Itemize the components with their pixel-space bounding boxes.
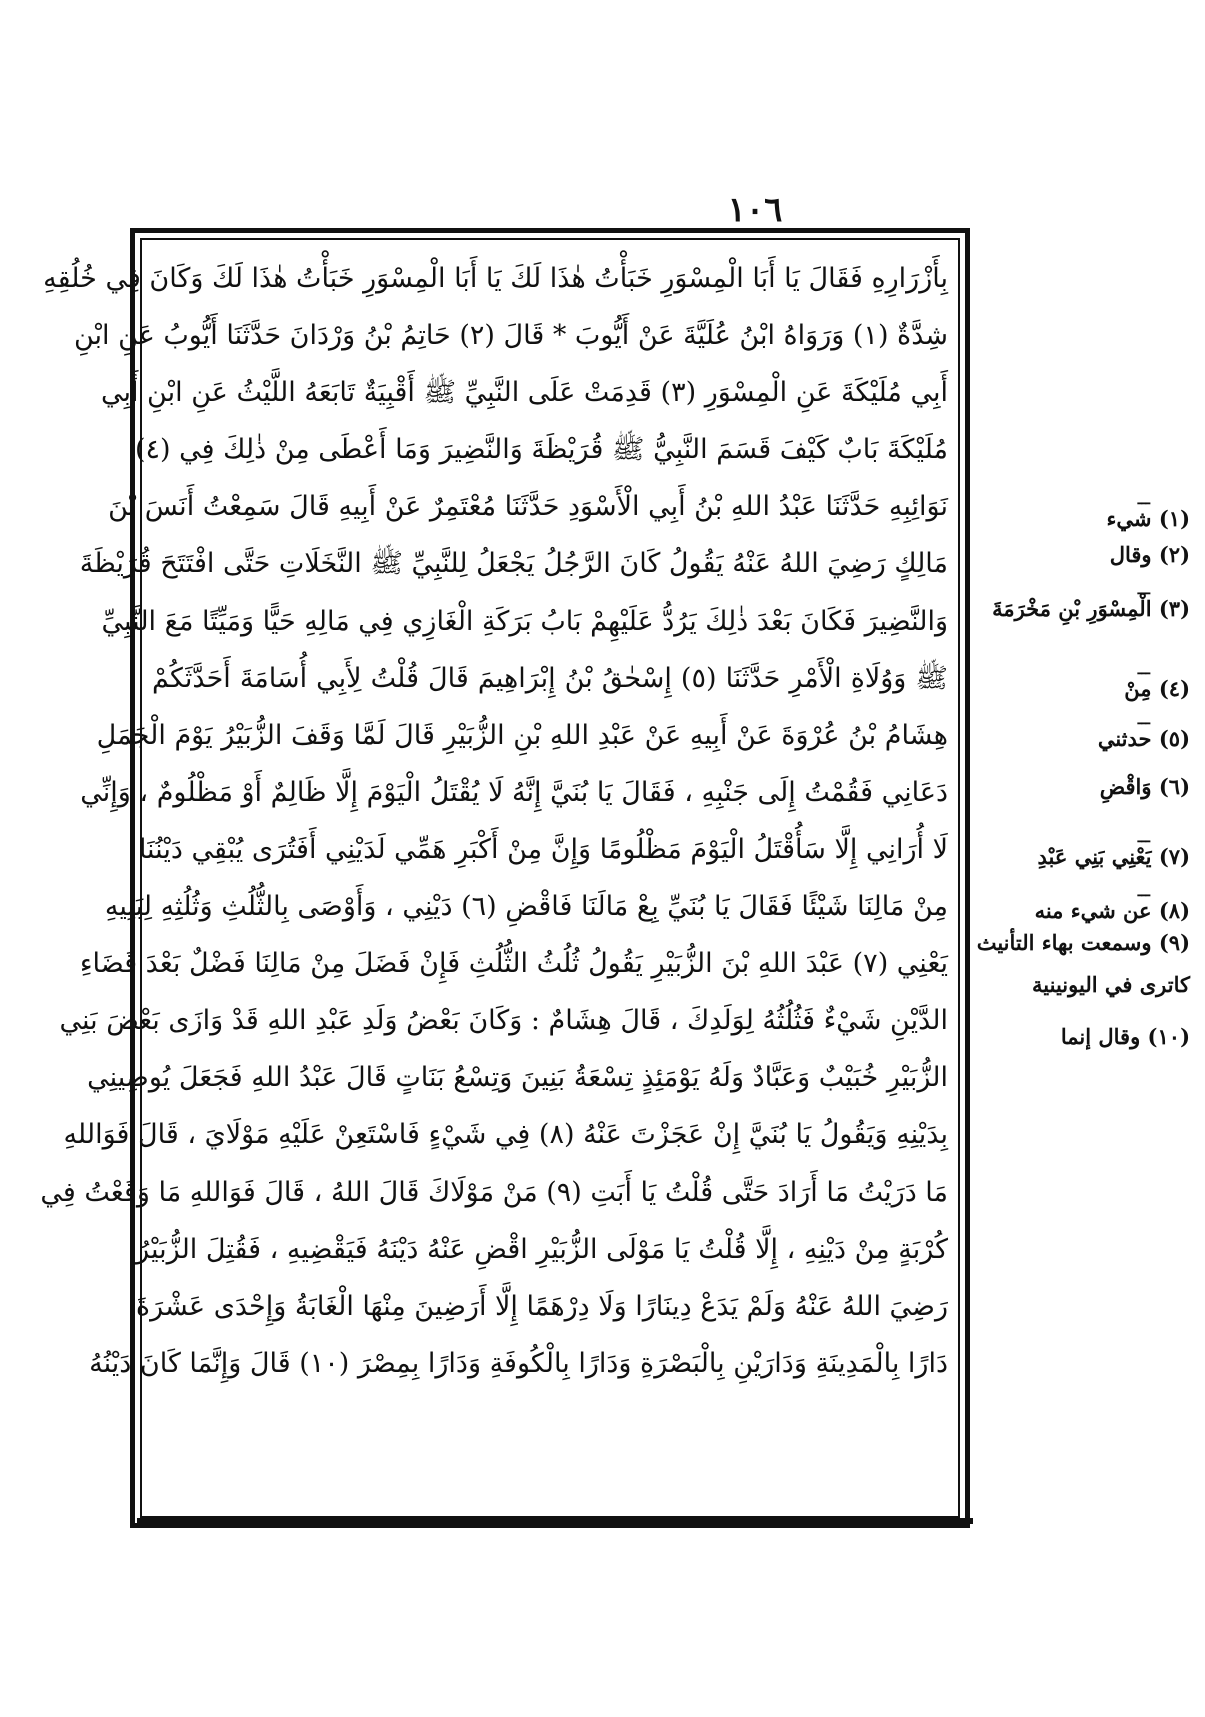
margin-note-text: (١٠) وقال إنما (1060, 1024, 1190, 1049)
note-reference-mark: ـــ (1137, 712, 1150, 728)
margin-note-text: (٦) وَاقْضِ (1099, 774, 1190, 799)
note-reference-mark: ـــ (1137, 830, 1150, 846)
margin-note-text: (١) شيء (1106, 506, 1190, 531)
text-line: وَالنَّضِيرَ فَكَانَ بَعْدَ ذٰلِكَ يَرُدُّ عَلَيْهِمْ بَابُ بَرَكَةِ الْغَازِي فِي مَالِهِ حَيًّا وَمَيِّتًا مَعَ النَّبِيِّ (101, 605, 948, 637)
note-reference-mark: ـــ (1137, 492, 1150, 508)
text-line: شِدَّةٌ (١) وَرَوَاهُ ابْنُ عُلَيَّةَ عَنْ أَيُّوبَ * قَالَ (٢) حَاتِمُ بْنُ وَرْدَانَ حَدَّثَنَا أَيُّوبُ عَنِ ابْنِ (73, 320, 948, 352)
margin-note (1037, 830, 1190, 869)
note-reference-mark: ـــ (1137, 582, 1150, 598)
margin-note (1097, 712, 1190, 751)
note-reference-mark: ـــ (1137, 884, 1150, 900)
text-line: مَالِكٍ رَضِيَ اللهُ عَنْهُ يَقُولُ كَانَ الرَّجُلُ يَجْعَلُ لِلنَّبِيِّ ﷺ النَّخَلَاتِ حَتَّى افْتَتَحَ قُرَيْظَةَ (79, 548, 948, 580)
text-line: بِدَيْنِهِ وَيَقُولُ يَا بُنَيَّ إِنْ عَجَزْتَ عَنْهُ (٨) فِي شَيْءٍ فَاسْتَعِنْ عَلَيْهِ مَوْلَايَ ، قَالَ فَوَاللهِ (63, 1119, 948, 1151)
text-line: الزُّبَيْرِ خُبَيْبٌ وَعَبَّادٌ وَلَهُ يَوْمَئِذٍ تِسْعَةُ بَنِينَ وَتِسْعُ بَنَاتٍ قَالَ عَبْدُ اللهِ فَجَعَلَ يُوصِينِي (87, 1062, 948, 1094)
margin-note-text: (٨) عن شيء منه (1034, 898, 1190, 923)
margin-note-text: (٩) وسمعت بهاء التأنيث (976, 930, 1190, 955)
margin-note (977, 930, 1190, 955)
margin-note (1032, 972, 1190, 997)
margin-note (1124, 662, 1190, 701)
margin-note-text: (٥) حدثني (1097, 726, 1190, 751)
text-line: نَوَائِبِهِ حَدَّثَنَا عَبْدُ اللهِ بْنُ أَبِي الْأَسْوَدِ حَدَّثَنَا مُعْتَمِرٌ عَنْ أَبِيهِ قَالَ سَمِعْتُ أَنَسَ بْنَ (108, 491, 948, 523)
text-line: لَا أُرَانِي إِلَّا سَأُقْتَلُ الْيَوْمَ مَظْلُومًا وَإِنَّ مِنْ أَكْبَرِ هَمِّي لَدَيْنِي أَفَتُرَى يُبْقِي دَيْنُنَا (138, 833, 948, 865)
text-line: أَبِي مُلَيْكَةَ عَنِ الْمِسْوَرِ (٣) قَدِمَتْ عَلَى النَّبِيِّ ﷺ أَقْبِيَةٌ تَابَعَهُ اللَّيْثُ عَنِ ابْنِ أَبِي (100, 377, 948, 409)
margin-note (1034, 884, 1190, 923)
margin-note-text: (٣) الْمِسْوَرِ بْنِ مَخْرَمَةَ (992, 596, 1190, 621)
text-line: دَارًا بِالْمَدِينَةِ وَدَارَيْنِ بِالْبَصْرَةِ وَدَارًا بِالْكُوفَةِ وَدَارًا بِمِصْرَ (١٠) قَالَ وَإِنَّمَا كَانَ دَيْنُهُ (89, 1347, 948, 1379)
text-line: هِشَامُ بْنُ عُرْوَةَ عَنْ أَبِيهِ عَنْ عَبْدِ اللهِ بْنِ الزُّبَيْرِ قَالَ لَمَّا وَقَفَ الزُّبَيْرُ يَوْمَ الْجَمَلِ (96, 719, 948, 751)
margin-note-text: (٢) وقال (1109, 542, 1190, 567)
text-line: بِأَزْرَارِهِ فَقَالَ يَا أَبَا الْمِسْوَرِ خَبَأْتُ هٰذَا لَكَ يَا أَبَا الْمِسْوَرِ خَبَأْتُ هٰذَا لَكَ وَكَانَ فِي خُلُقِهِ (43, 263, 948, 294)
text-line: مُلَيْكَةَ بَابٌ كَيْفَ قَسَمَ النَّبِيُّ ﷺ قُرَيْظَةَ وَالنَّضِيرَ وَمَا أَعْطَى مِنْ ذٰلِكَ فِي (٤) (134, 434, 948, 466)
margin-note (1061, 1024, 1190, 1049)
text-line: كُرْبَةٍ مِنْ دَيْنِهِ ، إِلَّا قُلْتُ يَا مَوْلَى الزُّبَيْرِ اقْضِ عَنْهُ دَيْنَهُ فَيَقْضِيهِ ، فَقُتِلَ الزُّبَيْرُ (136, 1233, 948, 1265)
margin-note (992, 582, 1190, 621)
text-line: مِنْ مَالِنَا شَيْئًا فَقَالَ يَا بُنَيِّ بِعْ مَالَنَا فَاقْضِ (٦) دَيْنِي ، وَأَوْصَى بِالثُّلُثِ وَثُلُثِهِ لِبَنِيهِ (104, 891, 948, 923)
page-number: ١٠٦ (727, 190, 783, 230)
text-line: الدَّيْنِ شَيْءٌ فَثُلُثُهُ لِوَلَدِكَ ، قَالَ هِشَامٌ : وَكَانَ بَعْضُ وَلَدِ عَبْدِ اللهِ قَدْ وَازَى بَعْضَ بَنِي (59, 1005, 948, 1037)
main-text (40, 250, 948, 1506)
margin-note-text: (٧) يَعْنِي بَنِي عَبْدِ (1037, 844, 1190, 869)
text-line: دَعَانِي فَقُمْتُ إِلَى جَنْبِهِ ، فَقَالَ يَا بُنَيَّ إِنَّهُ لَا يُقْتَلُ الْيَوْمَ إِلَّا ظَالِمٌ أَوْ مَظْلُومٌ ، وَإِنِّي (80, 776, 948, 808)
margin-note (1106, 492, 1190, 531)
margin-note (1110, 542, 1190, 567)
text-frame-shadow (137, 1518, 973, 1524)
text-line: مَا دَرَيْتُ مَا أَرَادَ حَتَّى قُلْتُ يَا أَبَتِ (٩) مَنْ مَوْلَاكَ قَالَ اللهُ ، قَالَ فَوَاللهِ مَا وَقَعْتُ فِي (40, 1176, 948, 1208)
text-line: رَضِيَ اللهُ عَنْهُ وَلَمْ يَدَعْ دِينَارًا وَلَا دِرْهَمًا إِلَّا أَرَضِينَ مِنْهَا الْغَابَةُ وَإِحْدَى عَشْرَةَ (135, 1290, 948, 1322)
text-line: يَعْنِي (٧) عَبْدَ اللهِ بْنَ الزُّبَيْرِ يَقُولُ ثُلُثُ الثُّلُثِ فَإِنْ فَضَلَ مِنْ مَالِنَا فَضْلٌ بَعْدَ قَضَاءِ (79, 948, 948, 980)
margin-note-text: (٤) مِنْ (1124, 676, 1190, 701)
note-reference-mark: ـــ (1137, 662, 1150, 678)
margin-notes (976, 492, 1190, 1358)
margin-note (1100, 774, 1190, 799)
text-line: ﷺ وَوُلَاةِ الْأَمْرِ حَدَّثَنَا (٥) إِسْحٰقُ بْنُ إِبْرَاهِيمَ قَالَ قُلْتُ لِأَبِي أُسَامَةَ أَحَدَّثَكُمْ (152, 662, 948, 694)
margin-note-text: كاترى في اليونينية (1032, 972, 1190, 997)
